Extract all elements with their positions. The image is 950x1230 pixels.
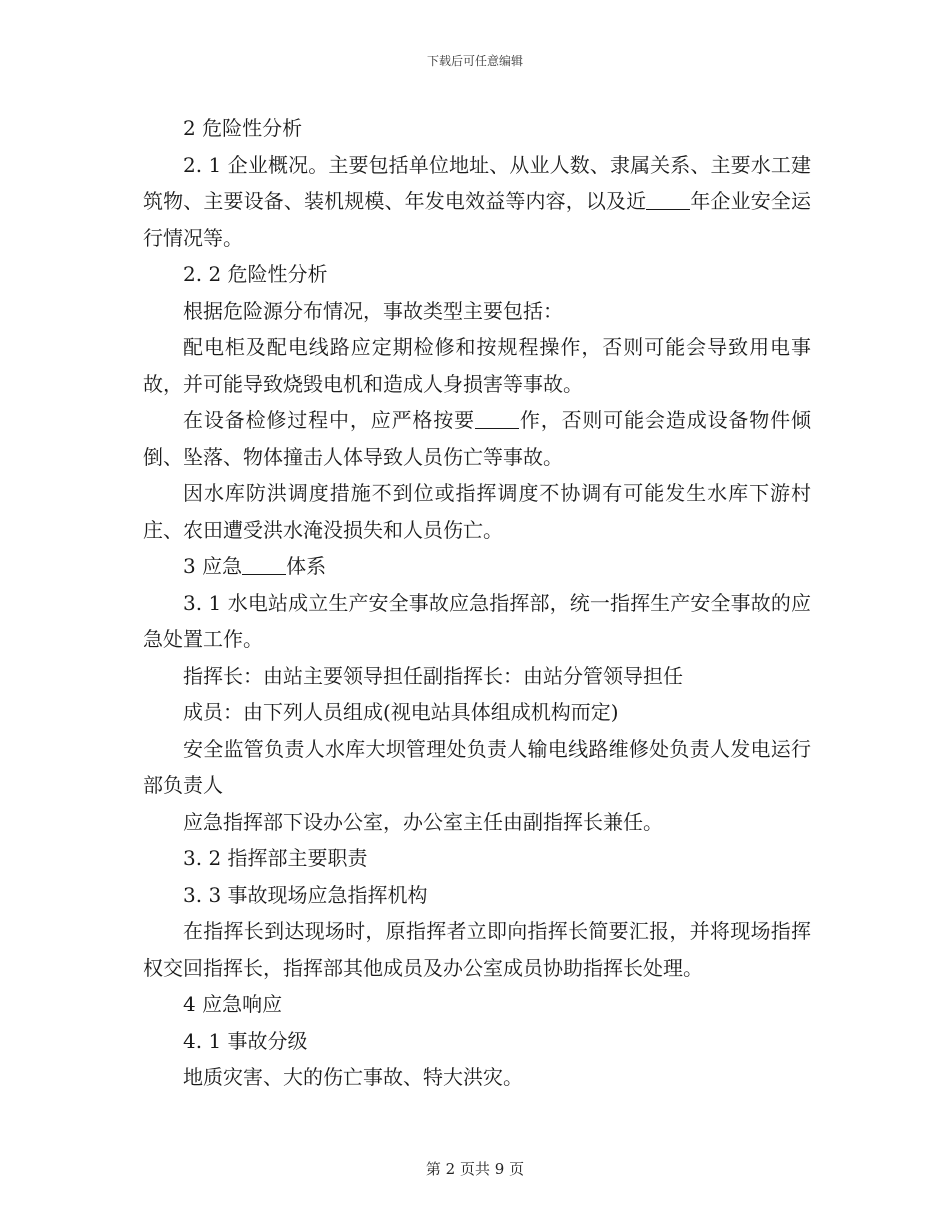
heading-2-2-hazard-analysis: 2. 2 危险性分析 <box>183 262 328 286</box>
heading-4-1-accident-levels: 4. 1 事故分级 <box>183 1028 308 1053</box>
paragraph-handover: 在指挥长到达现场时，原指挥者立即向指挥长简要汇报，并将现场指挥权交回指挥长，指挥部其他成员及办公室成员协助指挥长处理。 <box>143 919 811 980</box>
page-number: 第 2 页共 9 页 <box>425 1160 525 1178</box>
fill-blank <box>646 189 690 210</box>
paragraph-3-1-command-center: 3. 1 水电站成立生产安全事故应急指挥部，统一指挥生产安全事故的应急处置工作。 <box>143 590 811 651</box>
paragraph-electrical: 配电柜及配电线路应定期检修和按规程操作，否则可能会导致用电事故，并可能导致烧毁电机和造成人身损害等事故。 <box>143 335 811 396</box>
fill-blank <box>242 554 286 575</box>
heading-3-2-duties: 3. 2 指挥部主要职责 <box>183 846 368 870</box>
heading-2-hazard-analysis: 2 危险性分析 <box>183 116 303 140</box>
paragraph-responsible-persons: 安全监管负责人水库大坝管理处负责人输电线路维修处负责人发电运行部负责人 <box>143 736 811 797</box>
paragraph-commander: 指挥长：由站主要领导担任副指挥长：由站分管领导担任 <box>183 663 683 688</box>
fill-blank <box>475 408 519 429</box>
document-body <box>143 110 811 1096</box>
paragraph-maintenance: 在设备检修过程中，应严格按要 作，否则可能会造成设备物件倾倒、坠落、物体撞击人体导致人员伤亡等事故。 <box>143 408 811 469</box>
page-header: 下载后可任意编辑 <box>426 54 523 68</box>
paragraph-office: 应急指挥部下设办公室，办公室主任由副指挥长兼任。 <box>183 809 663 834</box>
paragraph-accident-types: 根据危险源分布情况，事故类型主要包括： <box>183 298 563 323</box>
paragraph-disasters: 地质灾害、大的伤亡事故、特大洪灾。 <box>183 1065 523 1089</box>
paragraph-members: 成员：由下列人员组成(视电站具体组成机构而定) <box>183 700 619 724</box>
heading-4-emergency-response: 4 应急响应 <box>183 992 283 1016</box>
paragraph-flood: 因水库防洪调度措施不到位或指挥调度不协调有可能发生水库下游村庄、农田遭受洪水淹没损失和人员伤亡。 <box>143 481 811 542</box>
heading-3-emergency-system: 3 应急 体系 <box>183 554 327 578</box>
heading-3-3-onsite-command: 3. 3 事故现场应急指挥机构 <box>183 882 428 907</box>
paragraph-2-1-company-overview: 2. 1 企业概况。主要包括单位地址、从业人数、隶属关系、主要水工建筑物、主要设备、装机规模、年发电效益等内容，以及近 年企业安全运行情况等。 <box>143 152 812 250</box>
